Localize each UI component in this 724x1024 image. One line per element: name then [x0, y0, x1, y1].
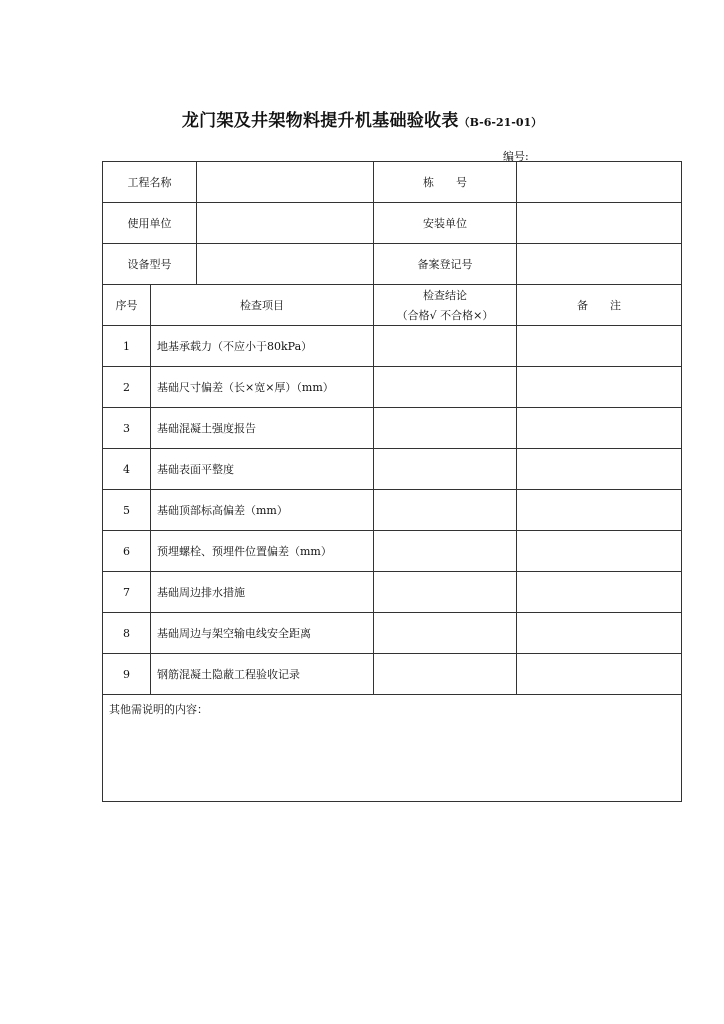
inspection-table	[102, 161, 682, 802]
row-no: 8	[103, 613, 151, 654]
row-remark-cell[interactable]	[517, 572, 682, 613]
row-result-cell[interactable]	[374, 490, 517, 531]
form-code: （B-6-21-01）	[458, 116, 543, 129]
row-item: 基础周边排水措施	[151, 572, 374, 613]
col-result-line2: （合格√ 不合格×）	[396, 309, 494, 322]
project-name-value[interactable]	[197, 162, 374, 203]
row-item: 预埋螺栓、预埋件位置偏差（mm）	[151, 531, 374, 572]
table-row	[103, 613, 682, 654]
equipment-model-value[interactable]	[197, 244, 374, 285]
row-no: 5	[103, 490, 151, 531]
header-row	[103, 162, 682, 203]
notes-row	[103, 695, 682, 802]
row-remark-cell[interactable]	[517, 490, 682, 531]
row-no: 2	[103, 367, 151, 408]
row-no: 1	[103, 326, 151, 367]
row-result-cell[interactable]	[374, 613, 517, 654]
table-row	[103, 449, 682, 490]
table-row	[103, 408, 682, 449]
table-row	[103, 490, 682, 531]
table-row	[103, 654, 682, 695]
row-remark-cell[interactable]	[517, 449, 682, 490]
row-remark-cell[interactable]	[517, 326, 682, 367]
row-remark-cell[interactable]	[517, 367, 682, 408]
user-unit-value[interactable]	[197, 203, 374, 244]
notes-cell[interactable]	[103, 695, 682, 802]
table-row	[103, 367, 682, 408]
row-remark-cell[interactable]	[517, 408, 682, 449]
col-result-header	[374, 285, 517, 326]
row-remark-cell[interactable]	[517, 654, 682, 695]
row-item: 基础表面平整度	[151, 449, 374, 490]
row-item: 地基承载力（不应小于80kPa）	[151, 326, 374, 367]
row-result-cell[interactable]	[374, 367, 517, 408]
building-no-value[interactable]	[517, 162, 682, 203]
row-item: 基础顶部标高偏差（mm）	[151, 490, 374, 531]
row-item: 基础尺寸偏差（长×宽×厚）（mm）	[151, 367, 374, 408]
equipment-model-label: 设备型号	[103, 244, 197, 285]
form-title-text: 龙门架及井架物料提升机基础验收表	[181, 111, 459, 131]
table-row	[103, 531, 682, 572]
building-no-label: 栋 号	[374, 162, 517, 203]
row-remark-cell[interactable]	[517, 531, 682, 572]
row-result-cell[interactable]	[374, 572, 517, 613]
row-item: 基础周边与架空输电线安全距离	[151, 613, 374, 654]
row-result-cell[interactable]	[374, 654, 517, 695]
user-unit-label: 使用单位	[103, 203, 197, 244]
serial-number-label: 编号:	[503, 150, 529, 163]
column-header-row	[103, 285, 682, 326]
col-result-line1: 检查结论	[423, 289, 467, 302]
notes-label: 其他需说明的内容：	[109, 703, 208, 716]
row-no: 7	[103, 572, 151, 613]
row-no: 3	[103, 408, 151, 449]
table-row	[103, 572, 682, 613]
project-name-label: 工程名称	[103, 162, 197, 203]
row-no: 4	[103, 449, 151, 490]
row-item: 钢筋混凝土隐蔽工程验收记录	[151, 654, 374, 695]
row-item: 基础混凝土强度报告	[151, 408, 374, 449]
row-result-cell[interactable]	[374, 531, 517, 572]
col-remark-header: 备 注	[517, 285, 682, 326]
row-result-cell[interactable]	[374, 326, 517, 367]
row-no: 9	[103, 654, 151, 695]
form-title	[0, 106, 724, 131]
col-no-header: 序号	[103, 285, 151, 326]
install-unit-label: 安装单位	[374, 203, 517, 244]
registration-no-label: 备案登记号	[374, 244, 517, 285]
row-remark-cell[interactable]	[517, 613, 682, 654]
install-unit-value[interactable]	[517, 203, 682, 244]
header-row	[103, 244, 682, 285]
header-row	[103, 203, 682, 244]
row-result-cell[interactable]	[374, 449, 517, 490]
col-item-header: 检查项目	[151, 285, 374, 326]
row-no: 6	[103, 531, 151, 572]
registration-no-value[interactable]	[517, 244, 682, 285]
row-result-cell[interactable]	[374, 408, 517, 449]
table-row	[103, 326, 682, 367]
